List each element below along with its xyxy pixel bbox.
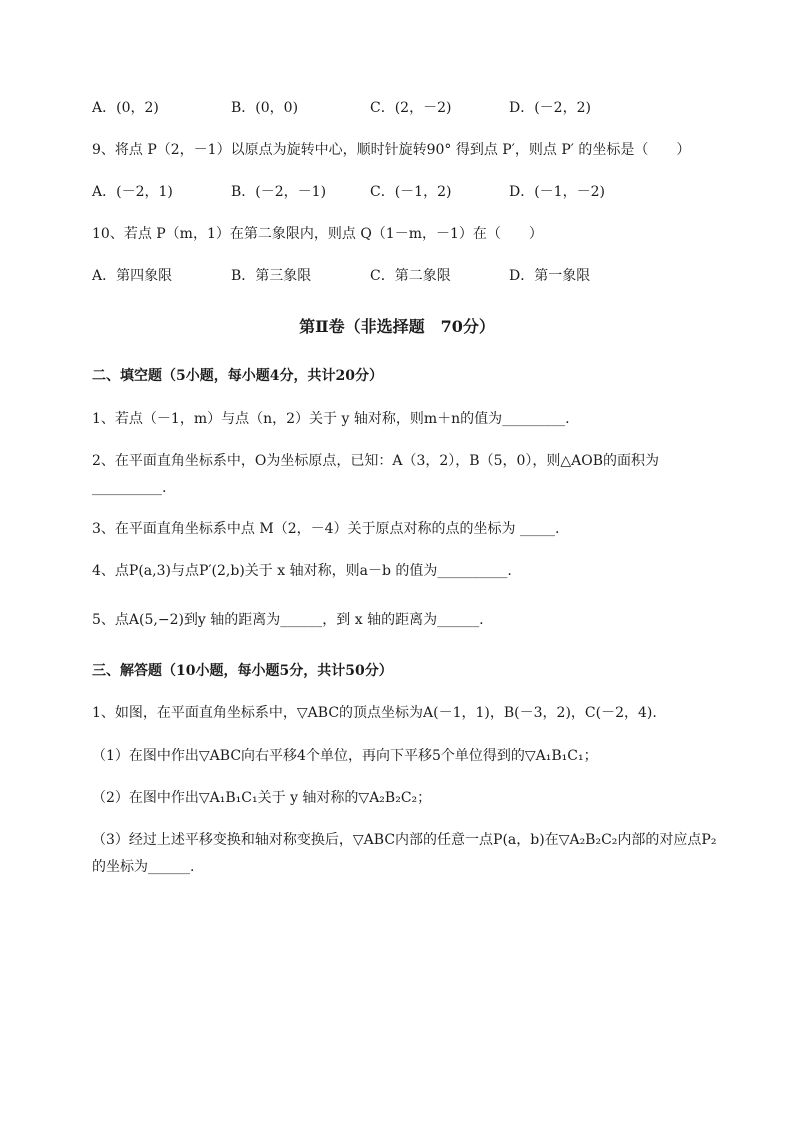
fill-q1: 1、若点（－1，m）与点（n，2）关于 y 轴对称，则m＋n的值为_________. [92,411,570,427]
fill-q2-line2: __________. [92,480,167,496]
q10-option-c: C．第二象限 [370,268,451,284]
q10-option-d: D．第一象限 [509,268,591,284]
fill-q3: 3、在平面直角坐标系中点 M（2，－4）关于原点对称的点的坐标为 _____. [92,521,560,537]
q9-option-b: B．(－2，－1) [231,184,327,200]
q9-option-a: A．(－2，1) [92,184,173,200]
q8-option-d: D．(－2，2) [509,100,591,116]
q8-option-b: B．(0，0) [231,100,299,116]
q9-option-d: D．(－1，－2) [509,184,605,200]
fill-q4: 4、点P(a,3)与点P′(2,b)关于 x 轴对称，则a－b 的值为__________. [92,563,512,579]
answer-q1: 1、如图，在平面直角坐标系中，▽ABC的顶点坐标为A(－1，1)，B(－3，2)，C(－2，4). [92,705,657,721]
fill-q5: 5、点A(5,−2)到y 轴的距离为______，到 x 轴的距离为______. [92,612,484,628]
answer-q1-sub1: （1）在图中作出▽ABC向右平移4个单位，再向下平移5个单位得到的▽A₁B₁C₁； [92,748,598,764]
q10-stem: 10、若点 P（m，1）在第二象限内，则点 Q（1－m，－1）在（ ） [92,226,543,242]
fill-section-title: 二、填空题（5小题，每小题4分，共计20分） [92,368,383,384]
q10-option-b: B．第三象限 [231,268,312,284]
fill-q2-line1: 2、在平面直角坐标系中，O为坐标原点，已知：A（3，2），B（5，0），则△AOB的面积为 [92,453,660,469]
answer-q1-sub3-line1: （3）经过上述平移变换和轴对称变换后，▽ABC内部的任意一点P(a，b)在▽A₂B₂C₂内部的对应点P₂ [92,832,717,848]
part2-title: 第Ⅱ卷（非选择题 70分） [299,317,495,336]
q9-stem: 9、将点 P（2，－1）以原点为旋转中心，顺时针旋转90° 得到点 P′，则点 P′ 的坐标是（ ） [92,142,691,158]
answer-q1-sub2: （2）在图中作出▽A₁B₁C₁关于 y 轴对称的▽A₂B₂C₂； [92,790,432,806]
answer-q1-sub3-line2: 的坐标为______. [92,859,195,875]
q8-option-c: C．(2，－2) [370,100,452,116]
answer-section-title: 三、解答题（10小题，每小题5分，共计50分） [92,663,393,679]
q8-option-a: A．(0，2) [92,100,159,116]
q10-option-a: A．第四象限 [92,268,173,284]
q9-option-c: C．(－1，2) [370,184,452,200]
